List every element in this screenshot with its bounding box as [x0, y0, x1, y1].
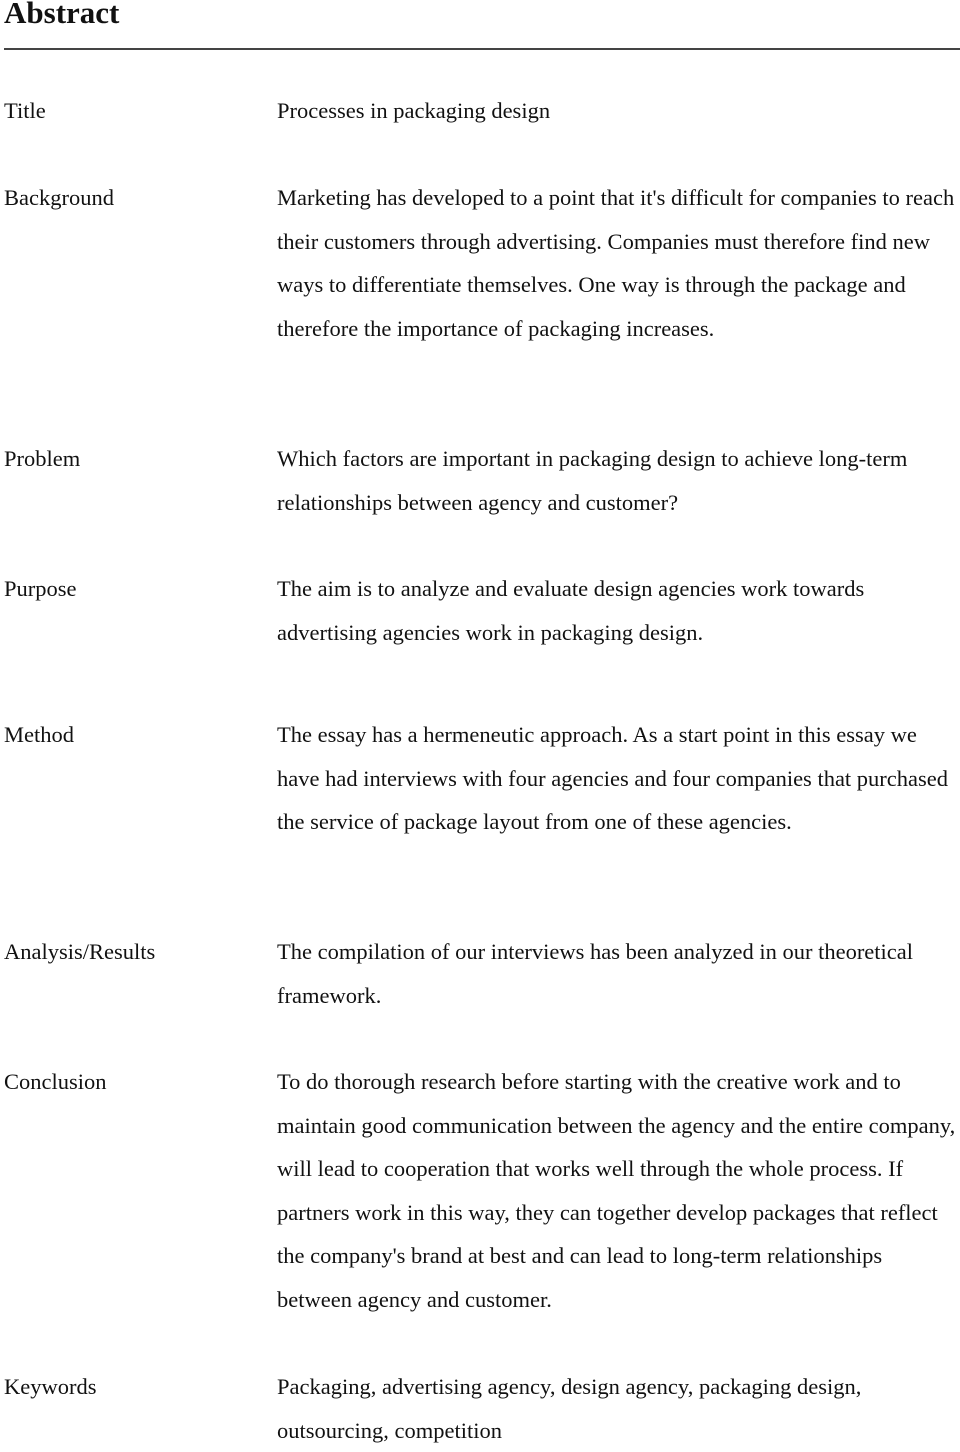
- row-label-problem: Problem: [4, 446, 81, 471]
- row-label-method: Method: [4, 722, 74, 747]
- row-label-analysis-results: Analysis/Results: [4, 939, 156, 964]
- row-text-analysis-results: The compilation of our interviews has been analyzed in our theoretical framework.: [277, 939, 914, 1008]
- row-label-background: Background: [4, 185, 114, 210]
- row-label-purpose: Purpose: [4, 576, 77, 601]
- row-text-title: Processes in packaging design: [277, 98, 551, 123]
- row-label-keywords: Keywords: [4, 1374, 97, 1399]
- row-label-title: Title: [4, 98, 46, 123]
- row-text-problem: Which factors are important in packaging design to achieve long-term relationships between agency and customer?: [277, 446, 908, 515]
- row-text-purpose: The aim is to analyze and evaluate design agencies work towards advertising agencies work in packaging design.: [277, 576, 865, 645]
- row-text-background: Marketing has developed to a point that it's difficult for companies to reach their customers through advertising. Companies must therefore find new ways to differentiate themselves. One way is through the package and therefore the importance of packaging increases.: [277, 185, 955, 341]
- row-text-method: The essay has a hermeneutic approach. As a start point in this essay we have had interviews with four agencies and four companies that purchased the service of package layout from one of these agencies.: [277, 722, 949, 834]
- row-text-conclusion: To do thorough research before starting with the creative work and to maintain good communication between the agency and the entire company, will lead to cooperation that works well through the whole process. If partners work in this way, they can together develop packages that reflect the company's brand at best and can lead to long-term relationships between agency and customer.: [277, 1069, 956, 1312]
- abstract-heading: Abstract: [4, 0, 120, 30]
- row-text-keywords: Packaging, advertising agency, design agency, packaging design, outsourcing, competition: [277, 1374, 862, 1443]
- heading-divider: [4, 48, 960, 50]
- row-label-conclusion: Conclusion: [4, 1069, 107, 1094]
